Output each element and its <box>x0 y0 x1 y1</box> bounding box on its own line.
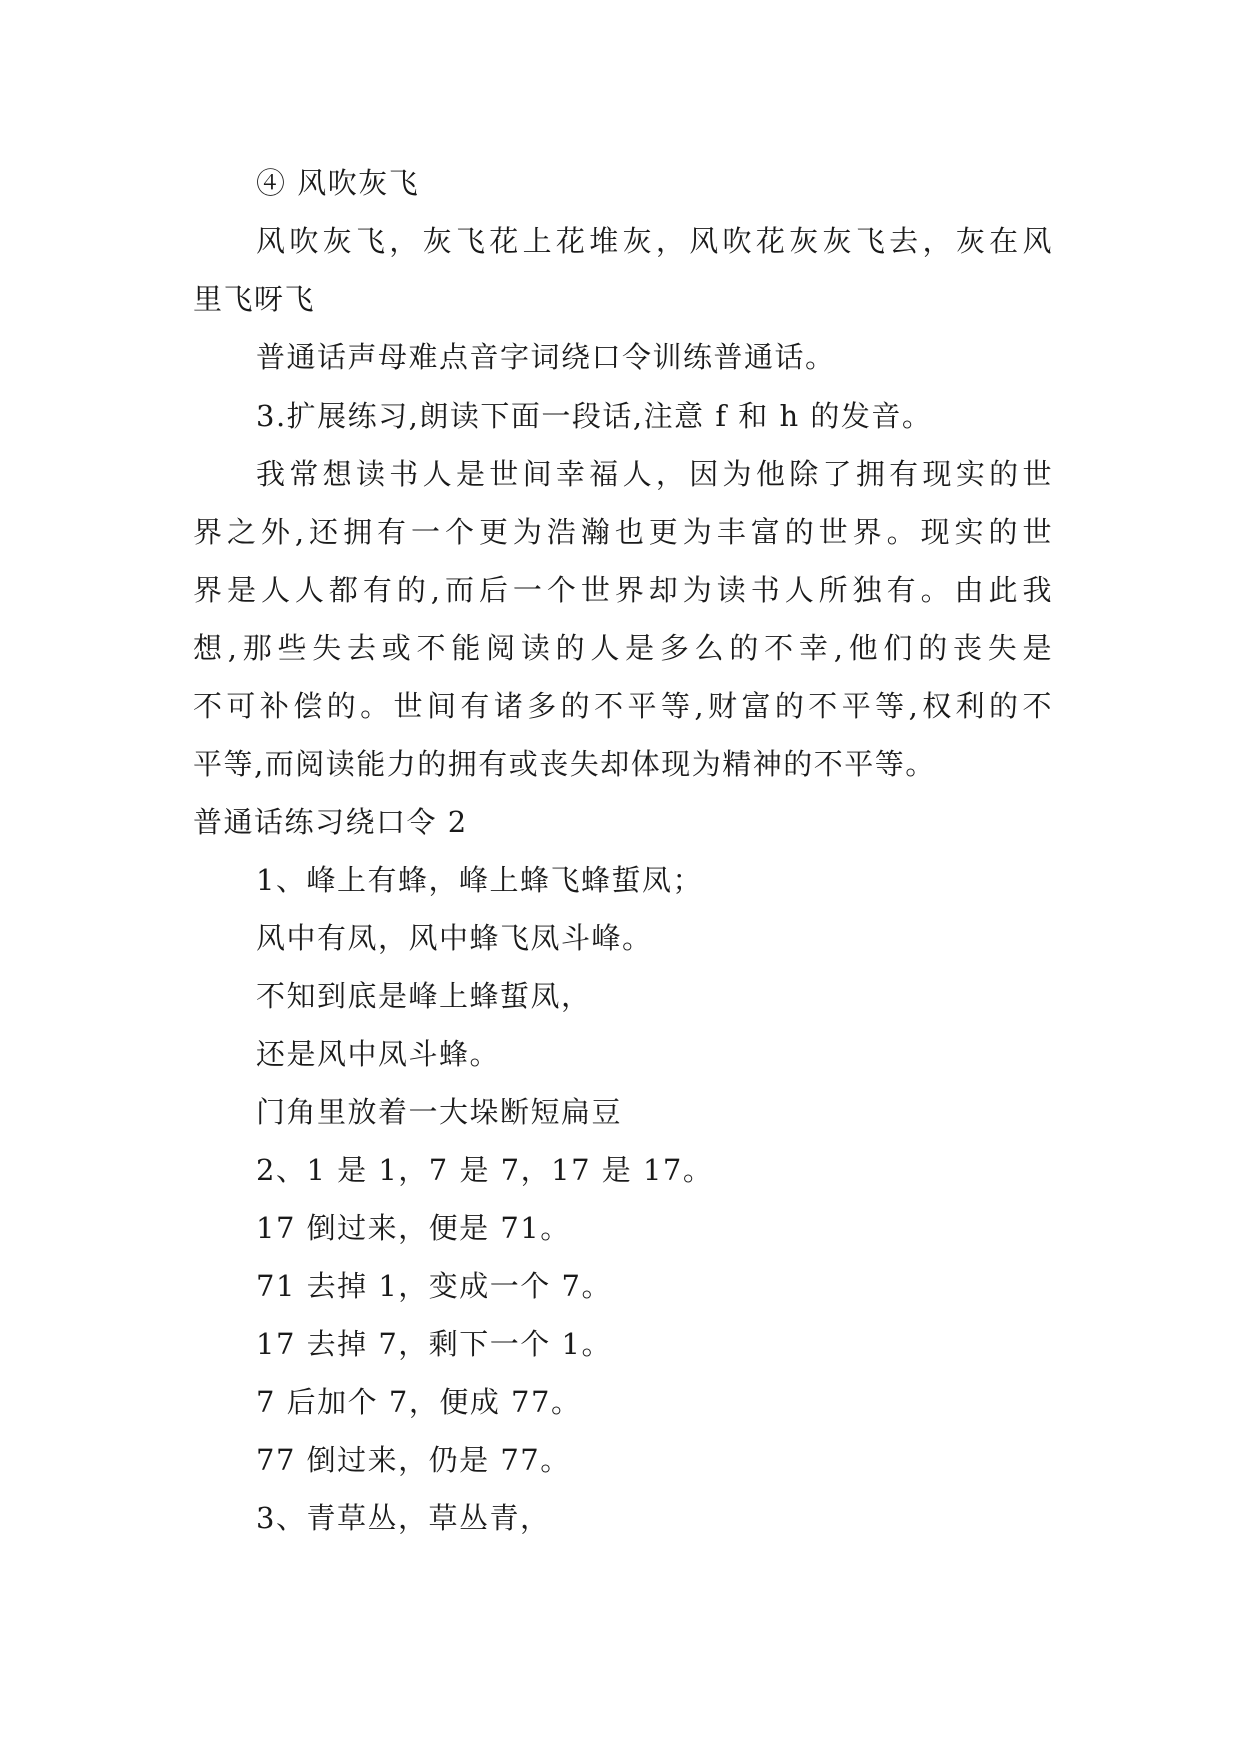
paragraph-line: 平等,而阅读能力的拥有或丧失却体现为精神的不平等。 <box>193 747 936 781</box>
verse-line: 71 去掉 1，变成一个 7。 <box>256 1269 612 1303</box>
subsection-heading: ④ 风吹灰飞 <box>256 166 420 200</box>
paragraph-line: 不可补偿的。世间有诸多的不平等,财富的不平等,权利的不 <box>193 689 1053 723</box>
verse-line: 1、峰上有蜂，峰上蜂飞蜂蜇凤； <box>256 863 703 897</box>
verse-line: 77 倒过来，仍是 77。 <box>256 1443 571 1477</box>
verse-line: 2、1 是 1，7 是 7，17 是 17。 <box>256 1153 714 1187</box>
paragraph-line: 普通话声母难点音字词绕口令训练普通话。 <box>256 340 836 374</box>
verse-line: 门角里放着一大垛断短扁豆 <box>256 1095 623 1129</box>
verse-line: 3、青草丛，草丛青， <box>256 1501 551 1535</box>
verse-line: 17 倒过来，便是 71。 <box>256 1211 571 1245</box>
section-heading: 普通话练习绕口令 2 <box>193 805 468 839</box>
verse-line: 7 后加个 7，便成 77。 <box>256 1385 582 1419</box>
paragraph-line: 3.扩展练习,朗读下面一段话,注意 f 和 h 的发音。 <box>256 399 933 433</box>
paragraph-line: 界是人人都有的,而后一个世界却为读书人所独有。由此我 <box>193 573 1053 607</box>
verse-line: 还是风中凤斗蜂。 <box>256 1037 501 1071</box>
verse-line: 17 去掉 7，剩下一个 1。 <box>256 1327 612 1361</box>
paragraph-line: 里飞呀飞 <box>193 282 316 316</box>
paragraph-line: 我常想读书人是世间幸福人，因为他除了拥有现实的世 <box>256 457 1053 491</box>
verse-line: 风中有凤，风中蜂飞凤斗峰。 <box>256 921 653 955</box>
verse-line: 不知到底是峰上蜂蜇凤， <box>256 979 592 1013</box>
paragraph-line: 风吹灰飞，灰飞花上花堆灰，风吹花灰灰飞去，灰在风 <box>256 224 1053 258</box>
paragraph-line: 界之外,还拥有一个更为浩瀚也更为丰富的世界。现实的世 <box>193 515 1053 549</box>
paragraph-line: 想,那些失去或不能阅读的人是多么的不幸,他们的丧失是 <box>193 631 1053 665</box>
